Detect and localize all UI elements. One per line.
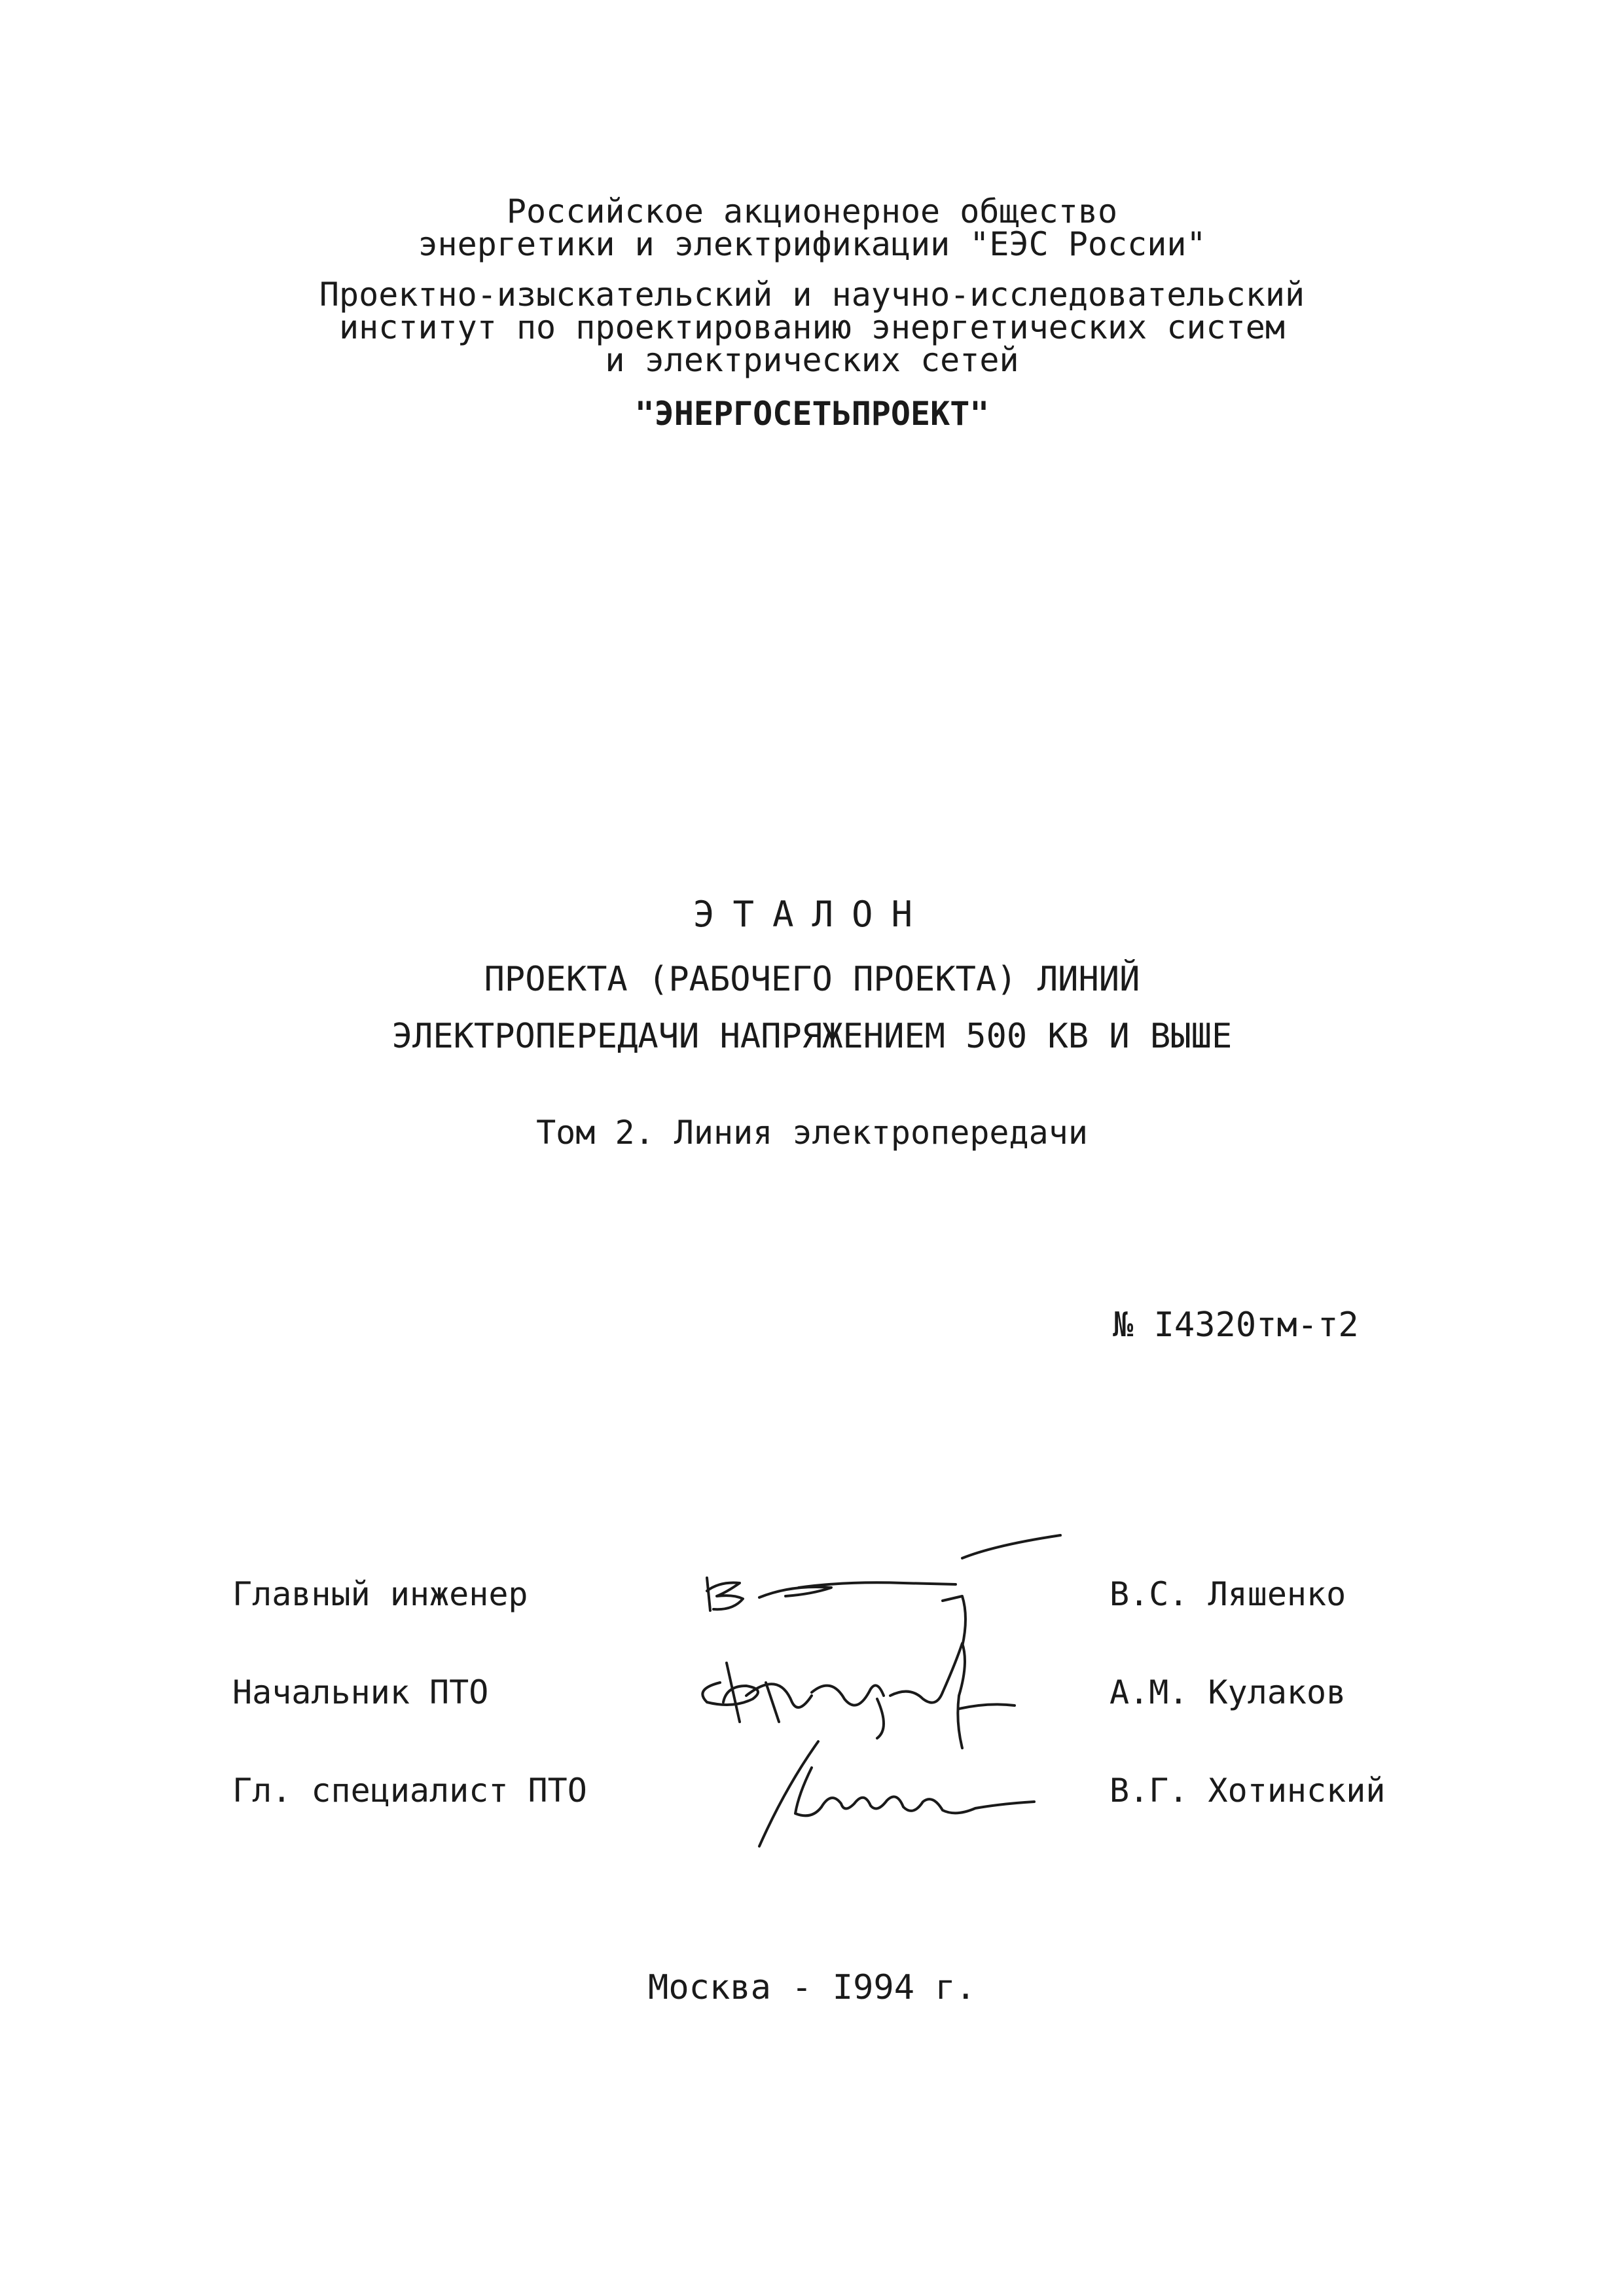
signatory-name-head-pto: А.М. Кулаков — [1110, 1673, 1346, 1711]
institute-name: "ЭНЕРГОСЕТЬПРОЕКТ" — [634, 395, 990, 433]
signatory-role-chief-engineer: Главный инженер — [232, 1575, 528, 1613]
document-number: № I4320тм-т2 — [1113, 1305, 1359, 1345]
signatory-role-chief-specialist: Гл. специалист ПТО — [232, 1772, 587, 1810]
institute-line-2: институт по проектированию энергетических систем — [339, 308, 1285, 346]
signatory-name-chief-specialist: В.Г. Хотинский — [1110, 1772, 1386, 1810]
signatory-name-chief-engineer: В.С. Ляшенко — [1110, 1575, 1346, 1613]
org-line-1: Российское акционерное общество — [506, 192, 1118, 230]
institute-line-3: и электрических сетей — [605, 341, 1019, 379]
city-year: Москва - I994 г. — [648, 1968, 976, 2007]
signature-chief-specialist — [681, 1728, 1087, 1859]
document-subtitle-line-2: ЭЛЕКТРОПЕРЕДАЧИ НАПРЯЖЕНИЕМ 500 КВ И ВЫШЕ — [391, 1017, 1233, 1056]
signatory-role-head-pto: Начальник ПТО — [232, 1673, 489, 1711]
document-subtitle-line-1: ПРОЕКТА (РАБОЧЕГО ПРОЕКТА) ЛИНИЙ — [484, 960, 1140, 999]
volume-title: Том 2. Линия электропередачи — [536, 1114, 1088, 1152]
document-title: ЭТАЛОН — [693, 894, 931, 935]
institute-line-1: Проектно-изыскательский и научно-исследовательский — [319, 276, 1305, 314]
org-line-2: энергетики и электрификации "ЕЭС России" — [418, 225, 1206, 263]
